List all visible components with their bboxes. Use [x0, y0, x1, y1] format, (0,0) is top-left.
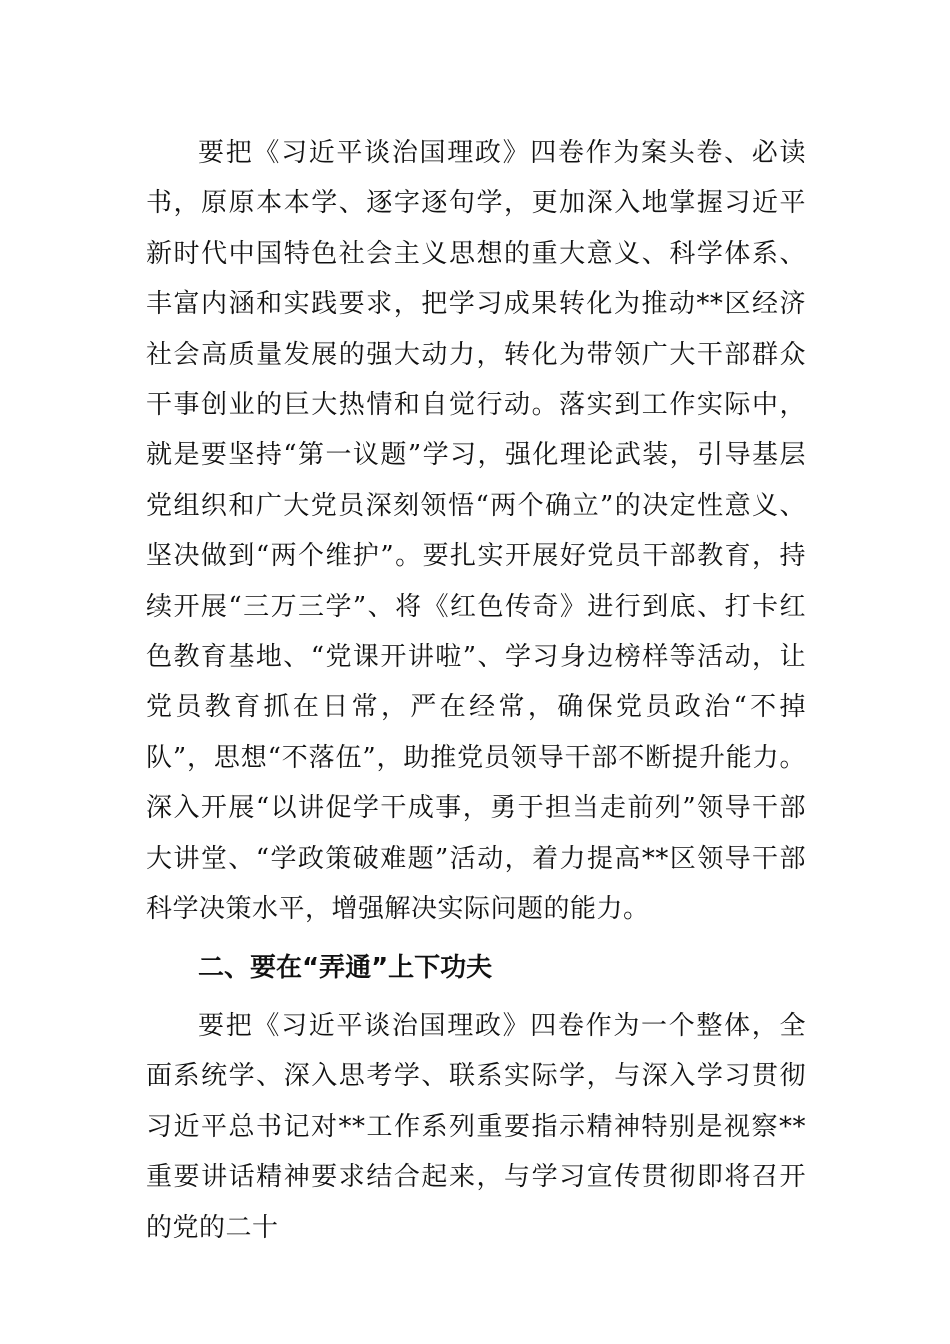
body-paragraph: 要把《习近平谈治国理政》四卷作为案头卷、必读书，原原本本学、逐字逐句学，更加深入地掌握习近平新时代中国特色社会主义思想的重大意义、科学体系、丰富内涵和实践要求，把学习成果转化为推动**区经济社会高质量发展的强大动力，转化为带领广大干部群众干事创业的巨大热情和自觉行动。落实到工作实际中，就是要坚持“第一议题”学习，强化理论武装，引导基层党组织和广大党员深刻领悟“两个确立”的决定性意义、坚决做到“两个维护”。要扎实开展好党员干部教育，持续开展“三万三学”、将《红色传奇》进行到底、打卡红色教育基地、“党课开讲啦”、学习身边榜样等活动，让党员教育抓在日常，严在经常，确保党员政治“不掉队”，思想“不落伍”，助推党员领导干部不断提升能力。深入开展“以讲促学干成事，勇于担当走前列”领导干部大讲堂、“学政策破难题”活动，着力提高**区领导干部科学决策水平，增强解决实际问题的能力。: [146, 138, 806, 925]
body-paragraph: 要把《习近平谈治国理政》四卷作为一个整体，全面系统学、深入思考学、联系实际学，与深入学习贯彻习近平总书记对**工作系列重要指示精神特别是视察**重要讲话精神要求结合起来，与学习宣传贯彻即将召开的党的二十: [146, 1010, 806, 1243]
document-page: [146, 128, 806, 1253]
section-heading: 二、要在“弄通”上下功夫: [198, 952, 493, 983]
